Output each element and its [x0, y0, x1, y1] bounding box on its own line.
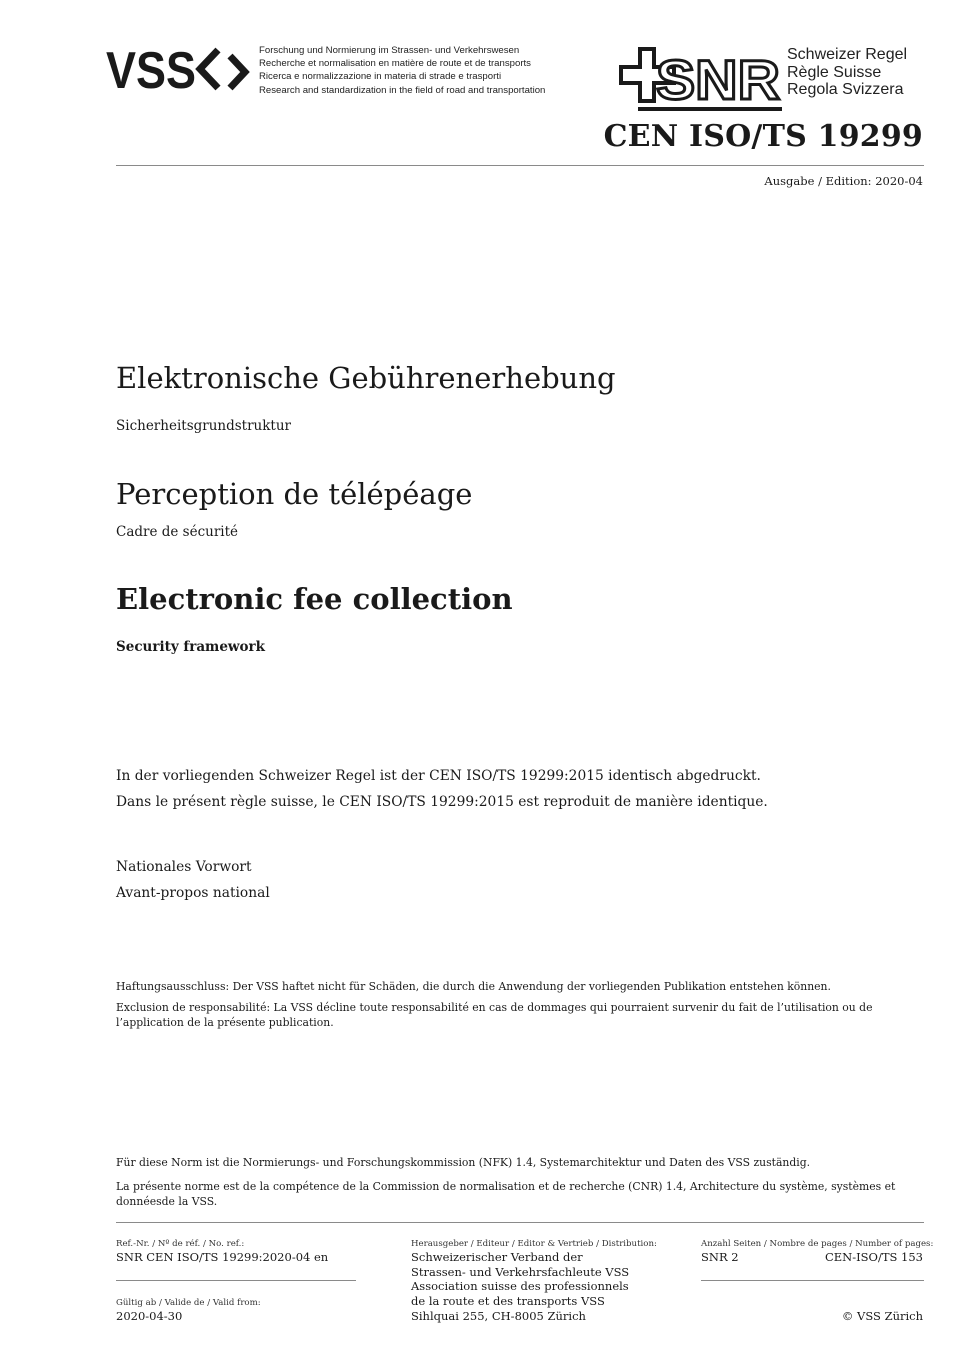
title-english: Electronic fee collection: [116, 582, 513, 616]
vss-tagline: [259, 44, 545, 97]
commission-note-german: Für diese Norm ist die Normierungs- und Forschungskommission (NFK) 1.4, Systemarchitektur und Daten des VSS zuständig.: [116, 1156, 811, 1169]
publisher-line: Association suisse des professionnels: [411, 1279, 629, 1294]
snr-caption-line: Règle Suisse: [787, 63, 882, 81]
page-count-cen: CEN-ISO/TS 153: [824, 1250, 923, 1264]
valid-from-date: 2020-04-30: [116, 1309, 183, 1323]
vss-logo: [106, 42, 252, 102]
header-divider: [116, 165, 924, 166]
subtitle-german: Sicherheitsgrundstruktur: [116, 418, 291, 434]
title-french: Perception de télépéage: [116, 477, 473, 511]
edition-date: Ausgabe / Edition: 2020-04: [764, 174, 923, 188]
snr-caption: [787, 46, 907, 99]
subtitle-french: Cadre de sécurité: [116, 524, 239, 540]
footer-column-divider: [116, 1280, 356, 1281]
footer-column-divider: [701, 1280, 924, 1281]
national-foreword-german: Nationales Vorwort: [116, 859, 252, 875]
copyright-notice: © VSS Zürich: [841, 1309, 923, 1323]
identity-statement-german: In der vorliegenden Schweizer Regel ist der CEN ISO/TS 19299:2015 identisch abgedruckt.: [116, 768, 761, 784]
footer-divider: [116, 1222, 924, 1223]
publisher-line: de la route et des transports VSS: [411, 1294, 605, 1309]
publisher-line: Sihlquai 255, CH-8005 Zürich: [411, 1308, 586, 1323]
national-foreword-french: Avant-propos national: [116, 885, 270, 901]
title-german: Elektronische Gebührenerhebung: [116, 361, 616, 395]
snr-logo: [618, 45, 782, 117]
vss-tagline-line: Forschung und Normierung im Strassen- und Verkehrswesen: [259, 45, 520, 56]
valid-from-label: Gültig ab / Valide de / Valid from:: [116, 1298, 261, 1308]
snr-caption-line: Schweizer Regel: [787, 46, 908, 63]
disclaimer-french: Exclusion de responsabilité: La VSS décline toute responsabilité en cas de dommages qui pourraient survenir du fait de l’utilisation ou de l’application de la présente publication.: [116, 1001, 873, 1029]
commission-note-french: La présente norme est de la compétence de la Commission de normalisation et de recherche (CNR) 1.4, Architecture du système, systèmes et donnéesde la VSS.: [116, 1180, 896, 1208]
svg-text:SNR: SNR: [656, 48, 780, 111]
subtitle-english: Security framework: [116, 639, 266, 655]
vss-tagline-line: Research and standardization in the field of road and transportation: [259, 84, 546, 96]
publisher-label: Herausgeber / Editeur / Editor & Vertrieb / Distribution:: [411, 1239, 657, 1249]
vss-tagline-line: Recherche et normalisation en matière de route et de transports: [259, 58, 531, 70]
identity-statement-french: Dans le présent règle suisse, le CEN ISO/TS 19299:2015 est reproduit de manière identique.: [116, 794, 768, 810]
reference-number: SNR CEN ISO/TS 19299:2020-04 en: [116, 1250, 329, 1264]
reference-label: Ref.-Nr. / Nº de réf. / No. ref.:: [116, 1239, 245, 1249]
vss-tagline-line: Ricerca e normalizzazione in materia di strade e trasporti: [259, 71, 502, 83]
publisher-line: Strassen- und Verkehrsfachleute VSS: [411, 1264, 630, 1279]
standard-number: CEN ISO/TS 19299: [603, 119, 923, 154]
publisher-line: Schweizerischer Verband der: [411, 1250, 583, 1264]
svg-text:VSS: VSS: [106, 42, 196, 98]
snr-caption-line: Regola Svizzera: [787, 81, 904, 98]
disclaimer-german: Haftungsausschluss: Der VSS haftet nicht für Schäden, die durch die Anwendung der vorliegenden Publikation entstehen können.: [116, 980, 831, 993]
publisher-address: [411, 1250, 629, 1324]
page-count-snr: SNR 2: [701, 1250, 739, 1264]
page-count-label: Anzahl Seiten / Nombre de pages / Number of pages:: [701, 1239, 934, 1249]
